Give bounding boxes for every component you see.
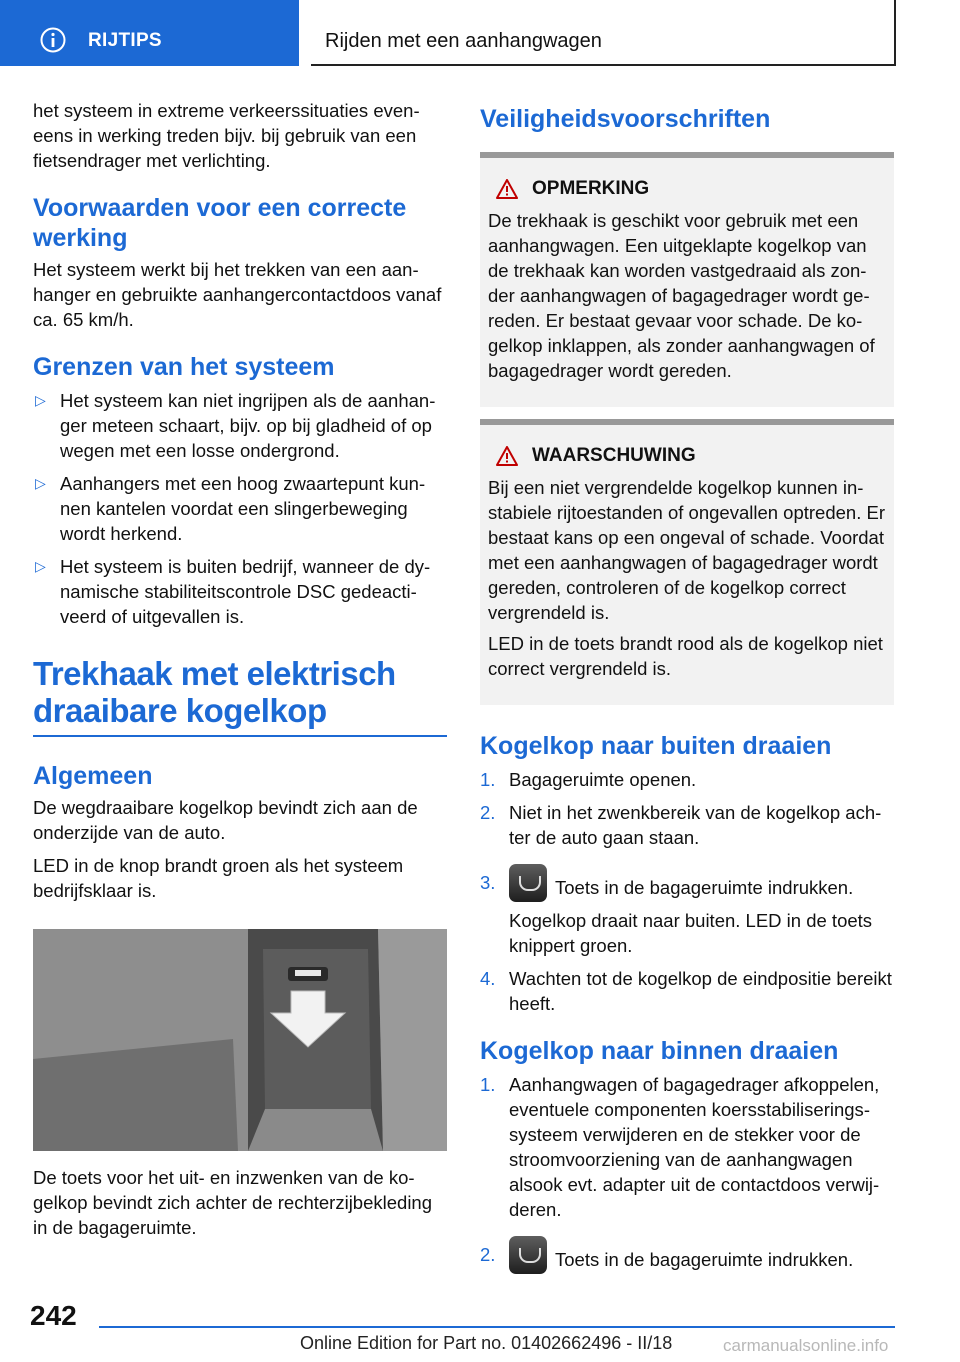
warning-text-2: LED in de toets brandt rood als de kogelkop niet correct vergrendeld is. <box>488 633 883 679</box>
safety-heading: Veiligheidsvoorschriften <box>480 105 771 133</box>
general-paragraph-1: De wegdraaibare kogelkop bevindt zich aan de onderzijde van de auto. <box>33 797 418 843</box>
step-item: 1. Bagageruimte openen. <box>480 769 697 790</box>
chapter-title: RIJTIPS <box>88 30 162 51</box>
triangle-bullet-icon: ▷ <box>35 392 46 408</box>
list-item: ▷ Het systeem kan niet ingrijpen als de aanhanger meteen schaart, bijv. op bij gladheid of op wegen met een losse ondergrond. <box>35 390 436 461</box>
triangle-bullet-icon: ▷ <box>35 475 46 491</box>
step-item: 4. Wachten tot de kogelkop de eindpositie bereikt heeft. <box>480 968 892 1014</box>
prereq-heading: Voorwaarden voor een correcte werking <box>33 194 407 252</box>
list-item: ▷ Aanhangers met een hoog zwaartepunt kunnen kantelen voordat een slingerbeweging wordt herkend. <box>35 473 426 544</box>
notice-box <box>480 152 894 407</box>
footer-divider <box>99 1326 895 1328</box>
trunk-button-icon <box>509 864 547 902</box>
step-item: 1. Aanhangwagen of bagagedrager afkoppelen, eventuele componenten koersstabiliseringssysteem verwijderen en de stekker voor de stroomvoorziening van de aanhangwagen alsook evt. adapter uit de contactdoos verwijderen. <box>480 1074 880 1220</box>
limits-heading: Grenzen van het systeem <box>33 353 335 381</box>
warning-title: WAARSCHUWING <box>532 445 696 466</box>
info-icon <box>40 27 66 53</box>
page-number: 242 <box>30 1300 77 1331</box>
warning-text-1: Bij een niet vergrendelde kogelkop kunnen instabiele rijtoestanden of ongevallen optreden. Er bestaat kans op een ongeval of schade. Voordat met een aanhangwagen of bagagedrager wordt gereden, controleren of de kogelkop correct vergrendeld is. <box>488 477 885 623</box>
section-title: Rijden met een aanhangwagen <box>325 30 602 52</box>
section-header <box>311 0 896 66</box>
general-heading: Algemeen <box>33 762 153 790</box>
trunk-button-icon <box>509 1236 547 1274</box>
edition-text: Online Edition for Part no. 01402662496 - II/18 <box>300 1333 673 1353</box>
trunk-button-photo <box>33 929 447 1151</box>
warning-triangle-icon <box>496 179 518 199</box>
list-item: ▷ Het systeem is buiten bedrijf, wanneer de dynamische stabiliteitscontrole DSC gedeactiveerd of uitgevallen is. <box>35 556 431 627</box>
main-heading: Trekhaak met elektrisch draaibare kogelkop <box>33 655 447 737</box>
watermark: carmanualsonline.info <box>723 1336 889 1355</box>
triangle-bullet-icon: ▷ <box>35 558 46 574</box>
in-steps <box>480 1072 894 1274</box>
out-steps <box>480 767 894 1016</box>
left-column <box>33 98 447 1248</box>
notice-title: OPMERKING <box>532 178 650 199</box>
photo-caption: De toets voor het uit- en inzwenken van de kogelkop bevindt zich achter de rechterzijbekleding in de bagageruimte. <box>33 1167 433 1238</box>
prereq-paragraph: Het systeem werkt bij het trekken van een aanhanger en gebruikte aanhangercontactdoos vanaf ca. 65 km/h. <box>33 259 442 330</box>
chapter-tab[interactable] <box>0 0 299 66</box>
step-item: 2. Toets in de bagageruimte indrukken. <box>480 1236 894 1274</box>
out-heading: Kogelkop naar buiten draaien <box>480 732 832 760</box>
limits-list <box>33 388 447 629</box>
general-paragraph-2: LED in de knop brandt groen als het systeem bedrijfsklaar is. <box>33 855 404 901</box>
notice-text: De trekhaak is geschikt voor gebruik met een aanhangwagen. Een uitgeklapte kogelkop van de trekhaak kan worden vastgedraaid als zonder aanhangwagen of bagagedrager wordt gereden. Er bestaat gevaar voor schade. De kogelkop inklappen, als zonder aanhangwagen of bagagedrager wordt gereden. <box>488 210 875 381</box>
right-column <box>480 98 894 1282</box>
step-item: 3. Toets in de bagageruimte indrukken. Kogelkop draait naar buiten. LED in de toets knippert groen. <box>480 864 894 958</box>
intro-paragraph: het systeem in extreme verkeerssituaties eveneens in werking treden bijv. bij gebruik van een fietsendrager met verlichting. <box>33 100 420 171</box>
trunk-illustration <box>33 929 447 1151</box>
step-item: 2. Niet in het zwenkbereik van de kogelkop achter de auto gaan staan. <box>480 802 882 848</box>
step-note: Kogelkop draait naar buiten. LED in de toets knippert groen. <box>509 910 873 956</box>
in-heading: Kogelkop naar binnen draaien <box>480 1037 839 1065</box>
warning-box <box>480 419 894 705</box>
warning-triangle-icon <box>496 446 518 466</box>
